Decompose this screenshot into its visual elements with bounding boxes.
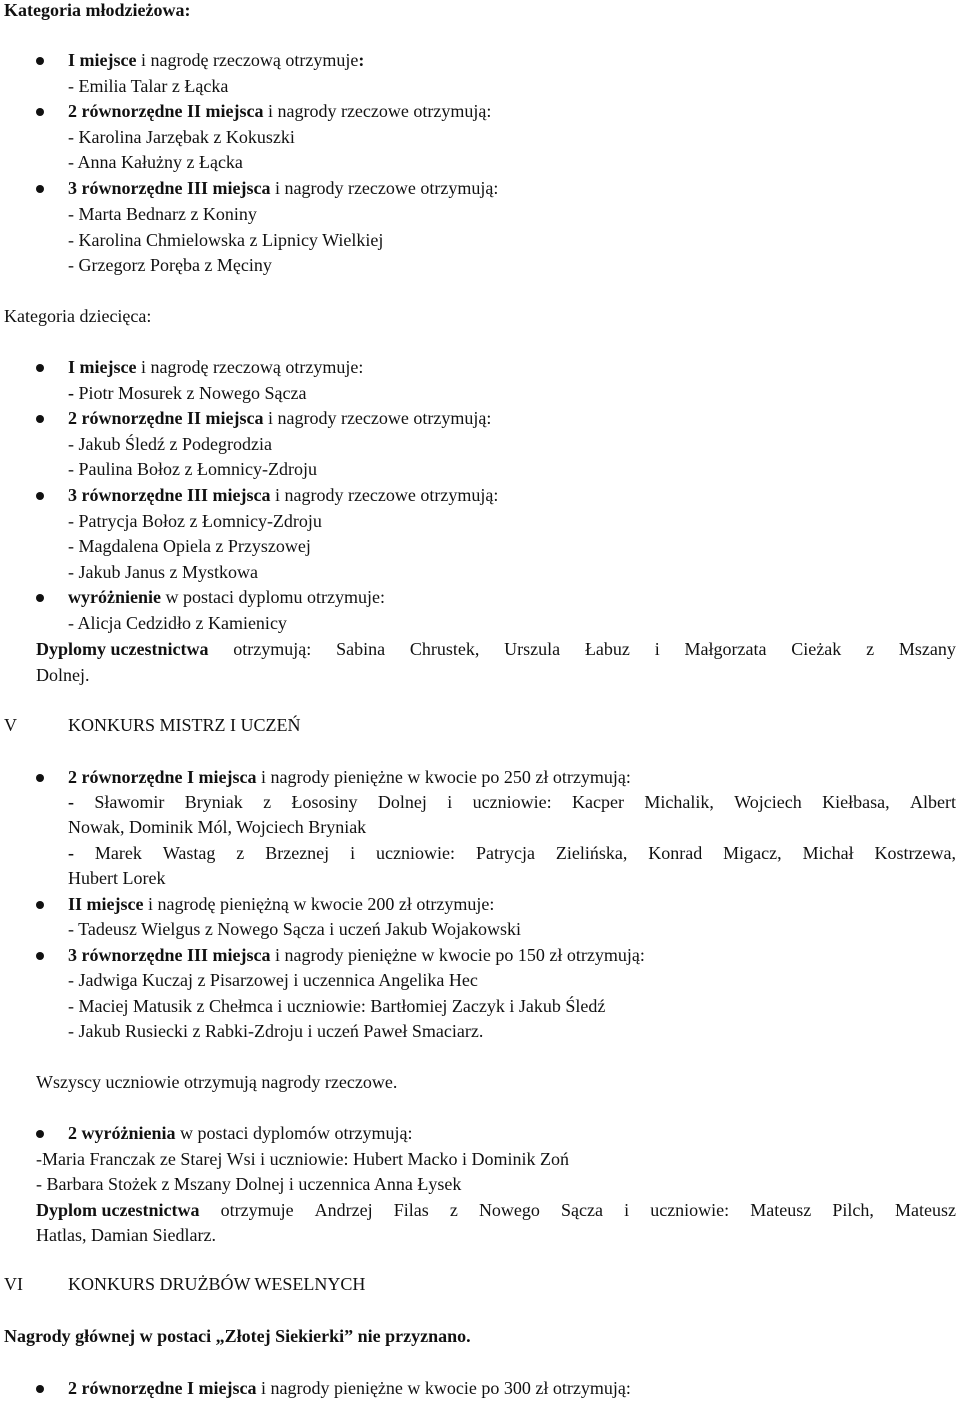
word: Mateusz [894,1200,956,1220]
winner-line: - Tadeusz Wielgus z Nowego Sącza i uczeń Jakub Wojakowski [68,919,521,939]
diploma-label: Dyplom uczestnictwa [36,1200,200,1220]
bullet-icon [36,1385,44,1393]
word: Bryniak [184,792,243,812]
place-description: w postaci dyplomu otrzymuje: [160,587,385,607]
bullet-icon [36,108,44,116]
word: Łabuz [584,639,630,659]
place-description: i nagrody pieniężne w kwocie po 300 zł otrzymują: [256,1378,631,1398]
winner-line [68,790,956,814]
winner-line: - Karolina Jarzębak z Kokuszki [68,127,295,147]
winner-line: - Anna Kałużny z Łącka [68,152,243,172]
word: Sławomir [94,792,165,812]
place-label: I miejsce [68,357,137,377]
place-label: 3 równorzędne III miejsca [68,485,271,505]
section-number: V [4,715,17,735]
winner-line: - Jadwiga Kuczaj z Pisarzowej i uczennica Angelika Hec [68,970,478,990]
word: uczniowie: [376,843,456,863]
word: Albert [910,792,956,812]
word: Brzeznej [265,843,330,863]
word: z [866,639,875,659]
word: Mszany [898,639,956,659]
dash: - [68,383,74,403]
place-label: 2 równorzędne I miejsca [68,1378,257,1398]
bullet-icon [36,415,44,423]
list-item [68,483,498,507]
winner-line: - Paulina Bołoz z Łomnicy-Zdroju [68,459,317,479]
word: uczniowie: [650,1200,730,1220]
winner-line: - Maciej Matusik z Chełmca i uczniowie: Bartłomiej Zaczyk i Jakub Śledź [68,996,606,1016]
diplomas-label: Dyplomy uczestnictwa [36,639,209,659]
winner-line [68,381,306,405]
bullet-icon [36,364,44,372]
place-description: i nagrodę rzeczową otrzymuje: [136,357,364,377]
list-item [68,406,491,430]
word: i [350,843,356,863]
list-item [68,943,645,967]
place-description: i nagrody rzeczowe otrzymują: [270,178,499,198]
word: Sabina [336,639,386,659]
place-description: i nagrody pieniężne w kwocie po 250 zł otrzymują: [256,767,631,787]
word: Wojciech [734,792,802,812]
main-prize-note: Nagrody głównej w postaci „Złotej Siekierki” nie przyznano. [4,1326,471,1346]
word: Cieżak [791,639,842,659]
winner-line: - Patrycja Bołoz z Łomnicy-Zdroju [68,511,322,531]
word: otrzymuje [220,1200,294,1220]
category-heading-children: Kategoria dziecięca: [4,306,152,326]
winner-line: Nowak, Dominik Mól, Wojciech Bryniak [68,817,367,837]
bullet-icon [36,774,44,782]
list-item [68,585,385,609]
word: i [447,792,453,812]
winner-line: - Emilia Talar z Łącka [68,76,229,96]
list-item [68,1376,631,1400]
place-description: i nagrody rzeczowe otrzymują: [270,485,499,505]
winner-line: - Jakub Śledź z Podegrodzia [68,434,272,454]
winner-line: - Marta Bednarz z Koniny [68,204,257,224]
diploma-paragraph-line [36,1198,956,1222]
word: Małgorzata [684,639,767,659]
colon: : [358,50,365,70]
list-item [68,355,363,379]
word: i [654,639,660,659]
list-item [68,176,498,200]
winner-line: - Barbara Stożek z Mszany Dolnej i uczennica Anna Łysek [36,1174,462,1194]
winner-line: -Maria Franczak ze Starej Wsi i uczniowie: Hubert Macko i Dominik Zoń [36,1149,570,1169]
word: Mateusz [750,1200,812,1220]
word: Marek [94,843,142,863]
word: Łososiny [291,792,358,812]
list-item [68,1121,412,1145]
place-label: 2 wyróżnienia [68,1123,176,1143]
bullet-icon [36,185,44,193]
list-item [68,765,631,789]
winner-line: Hubert Lorek [68,868,166,888]
place-label: 3 równorzędne III miejsca [68,945,271,965]
word: Sącza [561,1200,603,1220]
word: Migacz, [723,843,782,863]
dash: - [68,792,74,812]
word: Andrzej [314,1200,373,1220]
place-label: 2 równorzędne II miejsca [68,408,264,428]
word: Nowego [478,1200,540,1220]
word: Michał [802,843,854,863]
section-number: VI [4,1274,23,1294]
diploma-paragraph-line: Hatlas, Damian Siedlarz. [36,1225,216,1245]
bullet-icon [36,492,44,500]
winner-line: - Karolina Chmielowska z Lipnicy Wielkiej [68,230,384,250]
place-label: II miejsce [68,894,144,914]
word: Urszula [504,639,561,659]
place-description: w postaci dyplomów otrzymują: [175,1123,413,1143]
winner-line: - Jakub Janus z Mystkowa [68,562,258,582]
category-heading-youth: Kategoria młodzieżowa: [4,0,191,20]
word: Wastag [162,843,216,863]
word: z [236,843,245,863]
word: uczniowie: [472,792,552,812]
bullet-icon [36,594,44,602]
word: Chrustek, [409,639,480,659]
word: Zielińska, [555,843,628,863]
place-description: i nagrody pieniężne w kwocie po 150 zł otrzymują: [270,945,645,965]
bullet-icon [36,901,44,909]
note-paragraph: Wszyscy uczniowie otrzymują nagrody rzeczowe. [36,1072,398,1092]
place-label: 2 równorzędne I miejsca [68,767,257,787]
place-description: i nagrody rzeczowe otrzymują: [263,101,492,121]
word: z [263,792,272,812]
place-description: i nagrodę pieniężną w kwocie 200 zł otrzymuje: [143,894,495,914]
bullet-icon [36,57,44,65]
place-label: 2 równorzędne II miejsca [68,101,264,121]
bullet-icon [36,1130,44,1138]
word: Konrad [648,843,703,863]
word: otrzymują: [233,639,312,659]
place-description: i nagrody rzeczowe otrzymują: [263,408,492,428]
list-item [68,48,364,72]
section-title: KONKURS MISTRZ I UCZEŃ [68,715,301,735]
word: Kiełbasa, [822,792,890,812]
list-item [68,99,491,123]
diplomas-paragraph-line [36,637,956,661]
dash: - [68,843,74,863]
word: Kostrzewa, [874,843,956,863]
section-title: KONKURS DRUŻBÓW WESELNYCH [68,1274,366,1294]
word: Michalik, [644,792,714,812]
place-label: I miejsce [68,50,137,70]
word: Pilch, [832,1200,874,1220]
word: Filas [393,1200,429,1220]
diplomas-paragraph-line: Dolnej. [36,665,90,685]
bullet-icon [36,952,44,960]
place-label: 3 równorzędne III miejsca [68,178,271,198]
word: z [449,1200,458,1220]
word: Dolnej [377,792,427,812]
winner-name: Piotr Mosurek z Nowego Sącza [74,383,307,403]
word: Patrycja [475,843,535,863]
place-label: wyróżnienie [68,587,161,607]
winner-line: - Jakub Rusiecki z Rabki-Zdroju i uczeń Paweł Smaciarz. [68,1021,484,1041]
winner-line: - Magdalena Opiela z Przyszowej [68,536,311,556]
word: i [624,1200,630,1220]
word: Kacper [572,792,624,812]
winner-line [68,841,956,865]
place-description: i nagrodę rzeczową otrzymuje [136,50,359,70]
winner-line: - Alicja Cedzidło z Kamienicy [68,613,287,633]
winner-line: - Grzegorz Poręba z Męciny [68,255,272,275]
list-item [68,892,494,916]
